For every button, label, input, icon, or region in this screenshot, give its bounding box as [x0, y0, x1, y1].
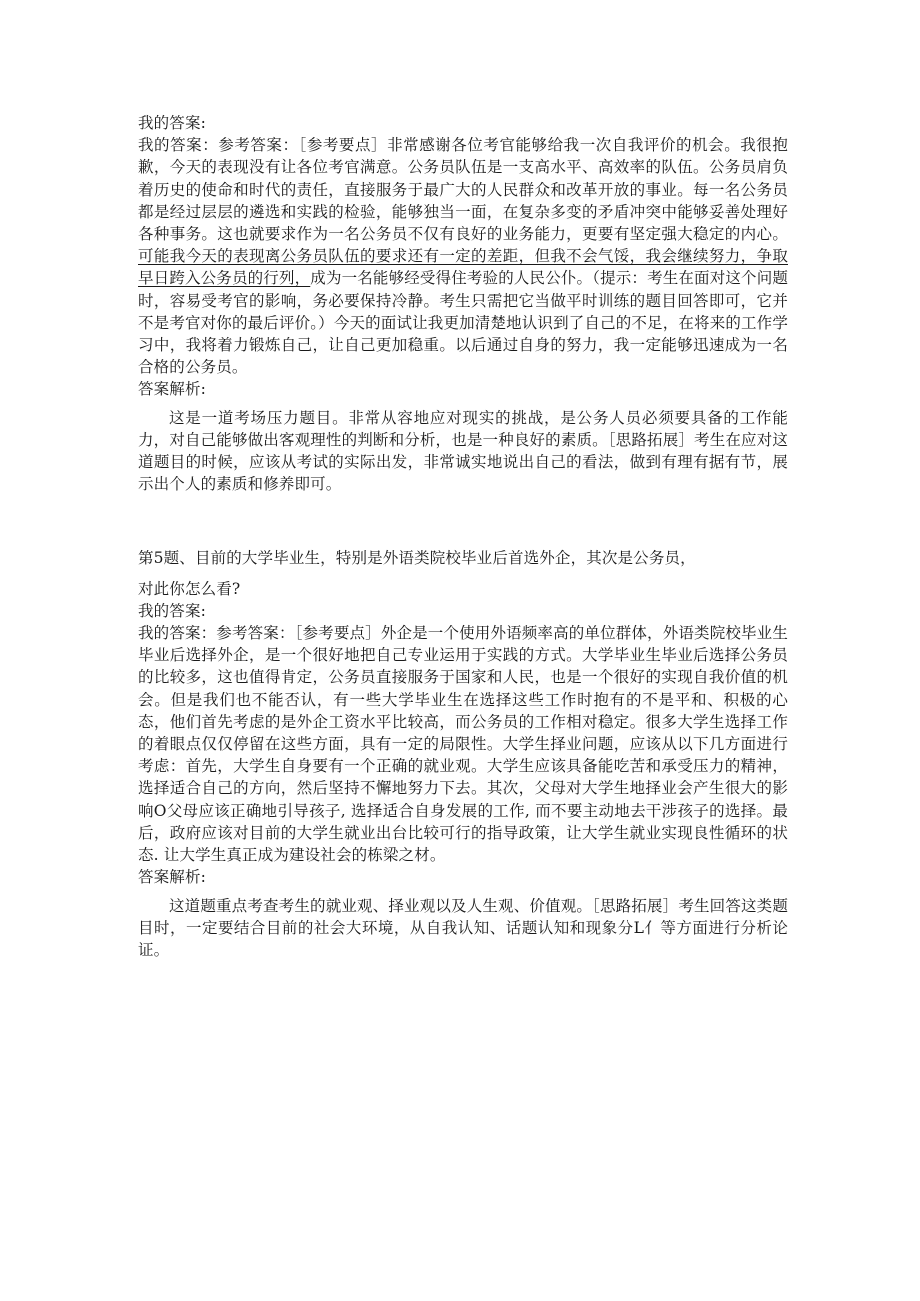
- q4-analysis-text: 这是一道考场压力题目。非常从容地应对现实的挑战，是公务人员必须要具备的工作能力，对自己能够做出客观理性的判断和分析，也是一种良好的素质。［思路拓展］考生在应对这道题目的时候，应该从考试的实际出发，非常诚实地说出自己的看法，做到有理有据有节，展示出个人的素质和修养即可。: [138, 408, 788, 494]
- q4-my-answer-label: 我的答案:: [138, 114, 206, 132]
- q5-answer-paragraph: 我的答案：参考答案：［参考要点］外企是一个使用外语频率高的单位群体，外语类院校毕业生毕业后选择外企，是一个很好地把自己专业运用于实践的方式。大学毕业生毕业后选择公务员的比较多，这也值得肯定，公务员直接服务于国家和人民，也是一个很好的实现自我价值的机会。但是我们也不能否认，有一些大学毕业生在选择这些工作时抱有的不是平和、积极的心态，他们首先考虑的是外企工资水平比较高，而公务员的工作相对稳定。很多大学生选择工作的着眼点仅仅停留在这些方面，具有一定的局限性。大学生择业问题，应该从以下几方面进行考虑：首先，大学生自身要有一个正确的就业观。大学生应该具备能吃苦和承受压力的精神，选择适合自己的方向，然后坚持不懈地努力下去。其次，父母对大学生地择业会产生很大的影响O父母应该正确地引导孩子, 选择适合自身发展的工作, 而不要主动地去干涉孩子的选择。最后，政府应该对目前的大学生就业出台比较可行的指导政策，让大学生就业实现良性循环的状态. 让大学生真正成为建设社会的栋梁之材。: [138, 624, 788, 865]
- q4-answer-underlined-text: 可能我今天的表现离公务员队伍的要求还有一定的差距，但我不会气馁，我会继续努力，争取早日跨入公务员的行列，: [138, 247, 788, 288]
- q5-title-line2: 对此你怎么看?: [138, 579, 241, 598]
- q5-title-line1: 第5题、目前的大学毕业生，特别是外语类院校毕业后首选外企，其次是公务员，: [138, 549, 696, 568]
- q5-analysis-label: 答案解析:: [138, 868, 206, 887]
- document-page: [138, 112, 788, 961]
- section-spacer: [138, 495, 788, 547]
- q4-answer-text-part2: 成为一名能够经受得住考验的人民公仆。（提示：考生在面对这个问题时，容易受考官的影响，务必要保持冷静。考生只需把它当做平时训练的题目回答即可，它并不是考官对你的最后评价。）今天的面试让我更加清楚地认识到了自己的不足，在将来的工作学习中，我将着力锻炼自己，让自己更加稳重。以后通过自身的努力，我一定能够迅速成为一名合格的公务员。: [138, 269, 789, 377]
- q4-answer-paragraph: [138, 134, 788, 378]
- q5-my-answer-label: 我的答案:: [138, 601, 206, 620]
- q4-analysis-label: 答案解析:: [138, 380, 206, 399]
- q4-answer-text-part1: 我的答案：参考答案：［参考要点］非常感谢各位考官能够给我一次自我评价的机会。我很抱歉，今天的表现没有让各位考官满意。公务员队伍是一支高水平、高效率的队伍。公务员肩负着历史的使命和时代的责任，直接服务于最广大的人民群众和改革开放的事业。每一名公务员都是经过层层的遴选和实践的检验，能够独当一面，在复杂多变的矛盾冲突中能够妥善处理好各种事务。这也就要求作为一名公务员不仅有良好的业务能力，更要有坚定强大稳定的内心。: [138, 136, 788, 244]
- q5-analysis-text: 这道题重点考查考生的就业观、择业观以及人生观、价值观。［思路拓展］考生回答这类题目时，一定要结合目前的社会大环境，从自我认知、话题认知和现象分L亻等方面进行分析论证。: [138, 896, 788, 959]
